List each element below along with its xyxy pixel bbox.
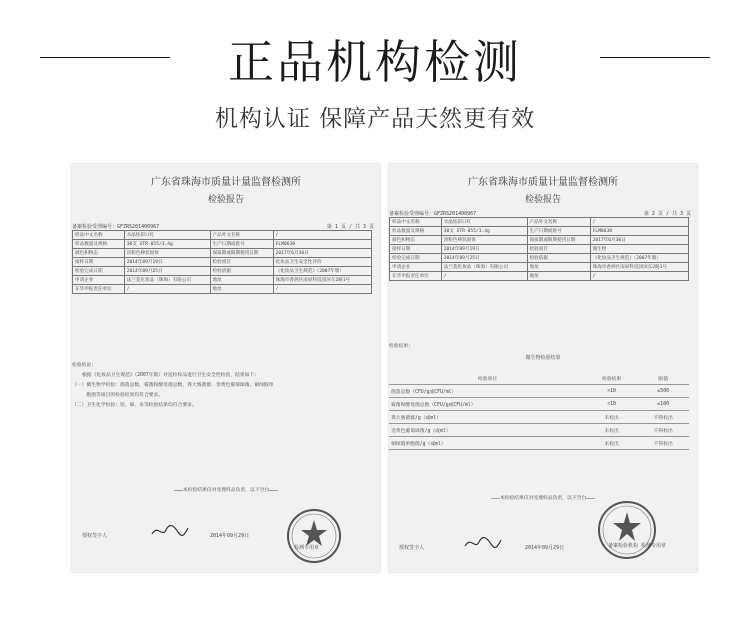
cell: /: [273, 285, 371, 294]
official-seal: [595, 498, 659, 562]
cell: 接样日期: [73, 258, 125, 267]
cell: 检验完成日期: [73, 267, 125, 276]
cell: 保质期或限期使用日期: [210, 249, 273, 258]
column-header: 检验项目: [389, 372, 586, 385]
report-title: 检验报告: [207, 195, 244, 205]
cell: 不得检出: [637, 424, 689, 437]
cell: 颜色和物态: [73, 249, 125, 258]
conclusion-notes: [72, 361, 372, 411]
cell: 法兰莫化妆品（珠海）有限公司: [124, 276, 210, 285]
cell: 检验完成日期: [390, 254, 442, 263]
cell: 检验项目: [210, 258, 273, 267]
cell: <10: [586, 385, 638, 398]
cell: 铜绿假单胞菌/g（或ml）: [389, 437, 586, 450]
signature-mark: [463, 534, 503, 552]
cell: /: [124, 285, 210, 294]
cell: 申请企业: [73, 276, 125, 285]
cell: 2014年09月19日: [124, 258, 210, 267]
table-row: [73, 267, 372, 276]
cell: 珠海市香洲区南屏科技园屏东2路1号: [590, 263, 688, 272]
cell: 生产日期或批号: [527, 227, 590, 236]
cell: 样品中文名称: [73, 231, 125, 240]
cell: 珠海市香洲区南屏科技园屏东2路1号: [273, 276, 371, 285]
cell: 2014年09月19日: [441, 245, 527, 254]
results-table: [389, 372, 689, 450]
cell: 在华申报责任单位: [73, 285, 125, 294]
cell: 未检出: [586, 437, 638, 450]
cell: /: [590, 218, 688, 227]
cell: /: [441, 272, 527, 281]
cell: 化妆品卫生安全性评价: [273, 258, 371, 267]
sign-date: 2014年09月29日: [525, 545, 565, 551]
cell: 保质期或限期使用日期: [527, 236, 590, 245]
page-subtitle: 机构认证 保障产品天然更有效: [214, 106, 536, 132]
seal-text: 备案检验机构 检测专用章: [607, 543, 666, 549]
cell: 地址: [210, 285, 273, 294]
table-row: [389, 411, 689, 424]
results-title: 微生物检验结果: [525, 355, 561, 361]
cell: 样品中文名称: [390, 218, 442, 227]
note-line: 根据《化妆品卫生规范》（2007年版）对送检样品进行卫生安全性检验，结果如下：: [82, 373, 260, 378]
cell: 菌落总数（CFU/g或CFU/ml）: [389, 385, 586, 398]
cell: 《化妆品卫生规范》（2007年版）: [590, 254, 688, 263]
table-row: [73, 231, 372, 240]
cell: 地址: [210, 276, 273, 285]
cell: 样品数量及规格: [73, 240, 125, 249]
cell: 地址: [527, 263, 590, 272]
table-row: [73, 240, 372, 249]
end-note: ………本检验结果仅对受理样品负责，以下空白………: [491, 496, 595, 501]
cell: 淡粉色棒状固体: [124, 249, 210, 258]
cell: 在华申报责任单位: [390, 272, 442, 281]
cell: 不得检出: [637, 411, 689, 424]
cell: 样品数量及规格: [390, 227, 442, 236]
cell: ≤500: [637, 385, 689, 398]
table-row: [390, 227, 689, 236]
accept-number: 备案检验受理编号：GFZRS201400967: [389, 211, 477, 217]
note-line: （一）微生物学检验：菌落总数、霉菌和酵母菌总数、粪大肠菌群、金黄色葡萄球菌、铜绿假单: [72, 383, 274, 388]
cell: 《化妆品卫生规范》（2007年版）: [273, 267, 371, 276]
table-row: [73, 276, 372, 285]
notes-title: 检验结论：: [72, 363, 96, 368]
cell: 不得检出: [637, 437, 689, 450]
report-title: 检验报告: [524, 195, 561, 205]
table-row: [73, 285, 372, 294]
cell: 金黄色葡萄球菌/g（或ml）: [389, 424, 586, 437]
cell: 颜色和物态: [390, 236, 442, 245]
accept-number: 备案检验受理编号：GFZRS201400967: [72, 224, 160, 230]
cell: 申请企业: [390, 263, 442, 272]
cell: 淡粉色棒状固体: [441, 236, 527, 245]
report-org: 广东省珠海市质量计量监督检测所: [151, 177, 301, 188]
signer-label: 授权签字人: [399, 545, 425, 551]
end-note: ………本检验结果仅对受理样品负责，以下空白………: [174, 488, 278, 493]
cell: 2014年09月25日: [441, 254, 527, 263]
cell: 生产日期或批号: [210, 240, 273, 249]
official-seal: [284, 506, 344, 566]
cell: <10: [586, 398, 638, 411]
cell: ≤100: [637, 398, 689, 411]
cell: FLM0630: [590, 227, 688, 236]
cell: 微生物: [590, 245, 688, 254]
table-row: [390, 218, 689, 227]
table-row: [390, 236, 689, 245]
page-number: 第 1 页 / 共 3 页: [326, 224, 374, 230]
cell: FLM0630: [273, 240, 371, 249]
cell: 未检出: [586, 411, 638, 424]
cell: 地址: [527, 272, 590, 281]
table-row: [73, 258, 372, 267]
inspection-report-page-2: [389, 164, 697, 572]
cell: 30支 XTR-055/3.4g: [441, 227, 527, 236]
table-row: [390, 272, 689, 281]
cell: 检验依据: [210, 267, 273, 276]
cell: 2017年6月30日: [273, 249, 371, 258]
info-table: [389, 217, 689, 281]
table-row: [73, 249, 372, 258]
table-row: [389, 424, 689, 437]
cell: 水晶炫彩口红: [124, 231, 210, 240]
page-title: 正品机构检测: [228, 35, 522, 89]
cell: 30支 XTR-055/3.4g: [124, 240, 210, 249]
note-line: 胞菌等项目的检验结果均符合要求。: [72, 393, 164, 398]
inspection-report-page-1: [72, 164, 380, 572]
cell: 产品外文名称: [210, 231, 273, 240]
cell: 2017年6月30日: [590, 236, 688, 245]
table-row: [390, 245, 689, 254]
table-row: [390, 254, 689, 263]
signer-label: 授权签字人: [82, 533, 108, 539]
page-number: 第 2 页 / 共 3 页: [643, 211, 691, 217]
info-table: [72, 230, 372, 294]
cell: 法兰莫化妆品（珠海）有限公司: [441, 263, 527, 272]
cell: 粪大肠菌群/g（或ml）: [389, 411, 586, 424]
cell: 产品外文名称: [527, 218, 590, 227]
report-org: 广东省珠海市质量计量监督检测所: [468, 177, 618, 188]
cell: /: [590, 272, 688, 281]
cell: /: [273, 231, 371, 240]
note-line: （二）卫生化学检验：铅、砷、汞等检验结果均符合要求。: [72, 403, 197, 408]
cell: 水晶炫彩口红: [441, 218, 527, 227]
cell: 检验项目: [527, 245, 590, 254]
cell: 检验依据: [527, 254, 590, 263]
seal-text: 检测专用章: [294, 545, 320, 551]
signature-mark: [150, 522, 190, 540]
column-header: 限值: [637, 372, 689, 385]
table-row: [389, 372, 689, 385]
cell: 未检出: [586, 424, 638, 437]
cell: 接样日期: [390, 245, 442, 254]
table-row: [389, 385, 689, 398]
results-label: 检验结果：: [389, 344, 413, 349]
cell: 2014年09月25日: [124, 267, 210, 276]
cell: 霉菌和酵母菌总数（CFU/g或CFU/ml）: [389, 398, 586, 411]
sign-date: 2014年09月29日: [210, 533, 250, 539]
table-row: [390, 263, 689, 272]
table-row: [389, 398, 689, 411]
table-row: [389, 437, 689, 450]
column-header: 检验结果: [586, 372, 638, 385]
